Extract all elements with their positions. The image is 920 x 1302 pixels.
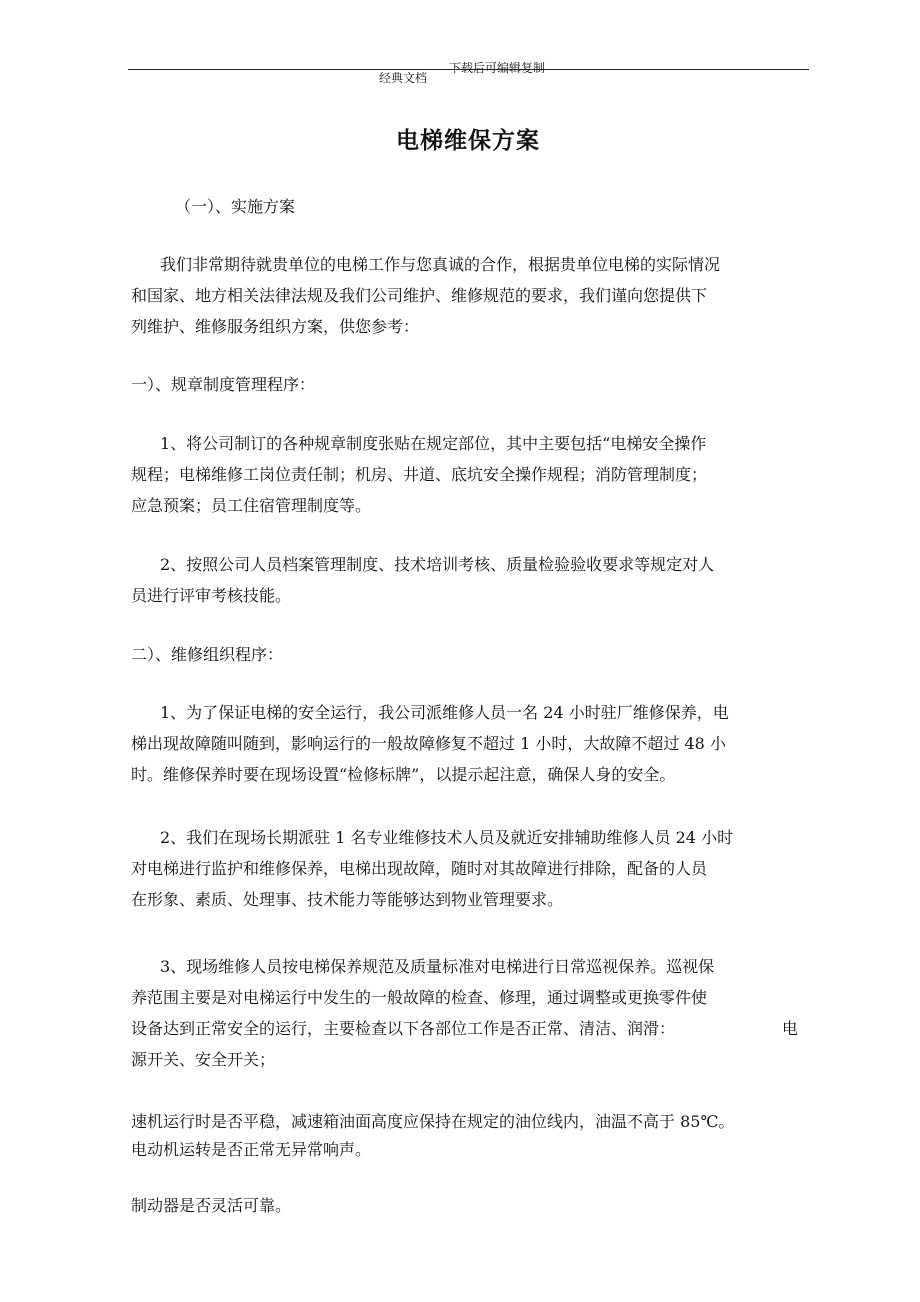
- intro-line: 我们非常期待就贵单位的电梯工作与您真诚的合作，根据贵单位电梯的实际情况: [160, 255, 721, 274]
- part2-item1-line: 梯出现故障随叫随到，影响运行的一般故障修复不超过 1 小时，大故障不超过 48 小: [131, 734, 726, 753]
- part2-item3-line: 3、现场维修人员按电梯保养规范及质量标准对电梯进行日常巡视保养。巡视保: [160, 957, 715, 976]
- part1-item2-line: 2、按照公司人员档案管理制度、技术培训考核、质量检验验收要求等规定对人: [160, 555, 715, 574]
- part2-item2-line: 对电梯进行监护和维修保养，电梯出现故障，随时对其故障进行排除，配备的人员: [131, 859, 708, 878]
- part2-item3-line: 源开关、安全开关；: [131, 1050, 276, 1069]
- header-left-text: 经典文档: [379, 71, 428, 85]
- check-brake: 制动器是否灵活可靠。: [131, 1196, 292, 1215]
- part2-item2-line: 2、我们在现场长期派驻 1 名专业维修技术人员及就近安排辅助维修人员 24 小时: [160, 828, 734, 847]
- part2-item3-line-end: 电: [782, 1019, 799, 1038]
- part1-item1-line: 应急预案；员工住宿管理制度等。: [131, 496, 372, 515]
- part2-item3-line: 设备达到正常安全的运行，主要检查以下各部位工作是否正常、清洁、润滑：: [131, 1019, 676, 1038]
- header-right-text: 下载后可编辑复制: [449, 61, 546, 75]
- part2-item1-line: 时。维修保养时要在现场设置“检修标牌”，以提示起注意，确保人身的安全。: [131, 765, 676, 784]
- page-title: 电梯维保方案: [396, 127, 540, 154]
- part2-item3-line: 养范围主要是对电梯运行中发生的一般故障的检查、修理，通过调整或更换零件使: [131, 988, 708, 1007]
- part2-heading: 二）、维修组织程序：: [131, 645, 284, 664]
- intro-line: 列维护、维修服务组织方案，供您参考：: [131, 317, 420, 336]
- part1-item1-line: 1、将公司制订的各种规章制度张贴在规定部位，其中主要包括“电梯安全操作: [160, 434, 707, 453]
- check-reducer: 速机运行时是否平稳，减速箱油面高度应保持在规定的油位线内，油温不高于 85℃。: [131, 1112, 735, 1131]
- check-motor: 电动机运转是否正常无异常响声。: [131, 1140, 372, 1159]
- part1-heading: 一）、规章制度管理程序：: [131, 375, 316, 394]
- part2-item2-line: 在形象、素质、处理事、技术能力等能够达到物业管理要求。: [131, 890, 564, 909]
- intro-line: 和国家、地方相关法律法规及我们公司维护、维修规范的要求，我们谨向您提供下: [131, 286, 708, 305]
- part1-item1-line: 规程；电梯维修工岗位责任制；机房、井道、底坑安全操作规程；消防管理制度；: [131, 465, 708, 484]
- part2-item1-line: 1、为了保证电梯的安全运行，我公司派维修人员一名 24 小时驻厂维修保养，电: [160, 703, 729, 722]
- part1-item2-line: 员进行评审考核技能。: [131, 586, 292, 605]
- section-label: （一）、实施方案: [175, 197, 296, 216]
